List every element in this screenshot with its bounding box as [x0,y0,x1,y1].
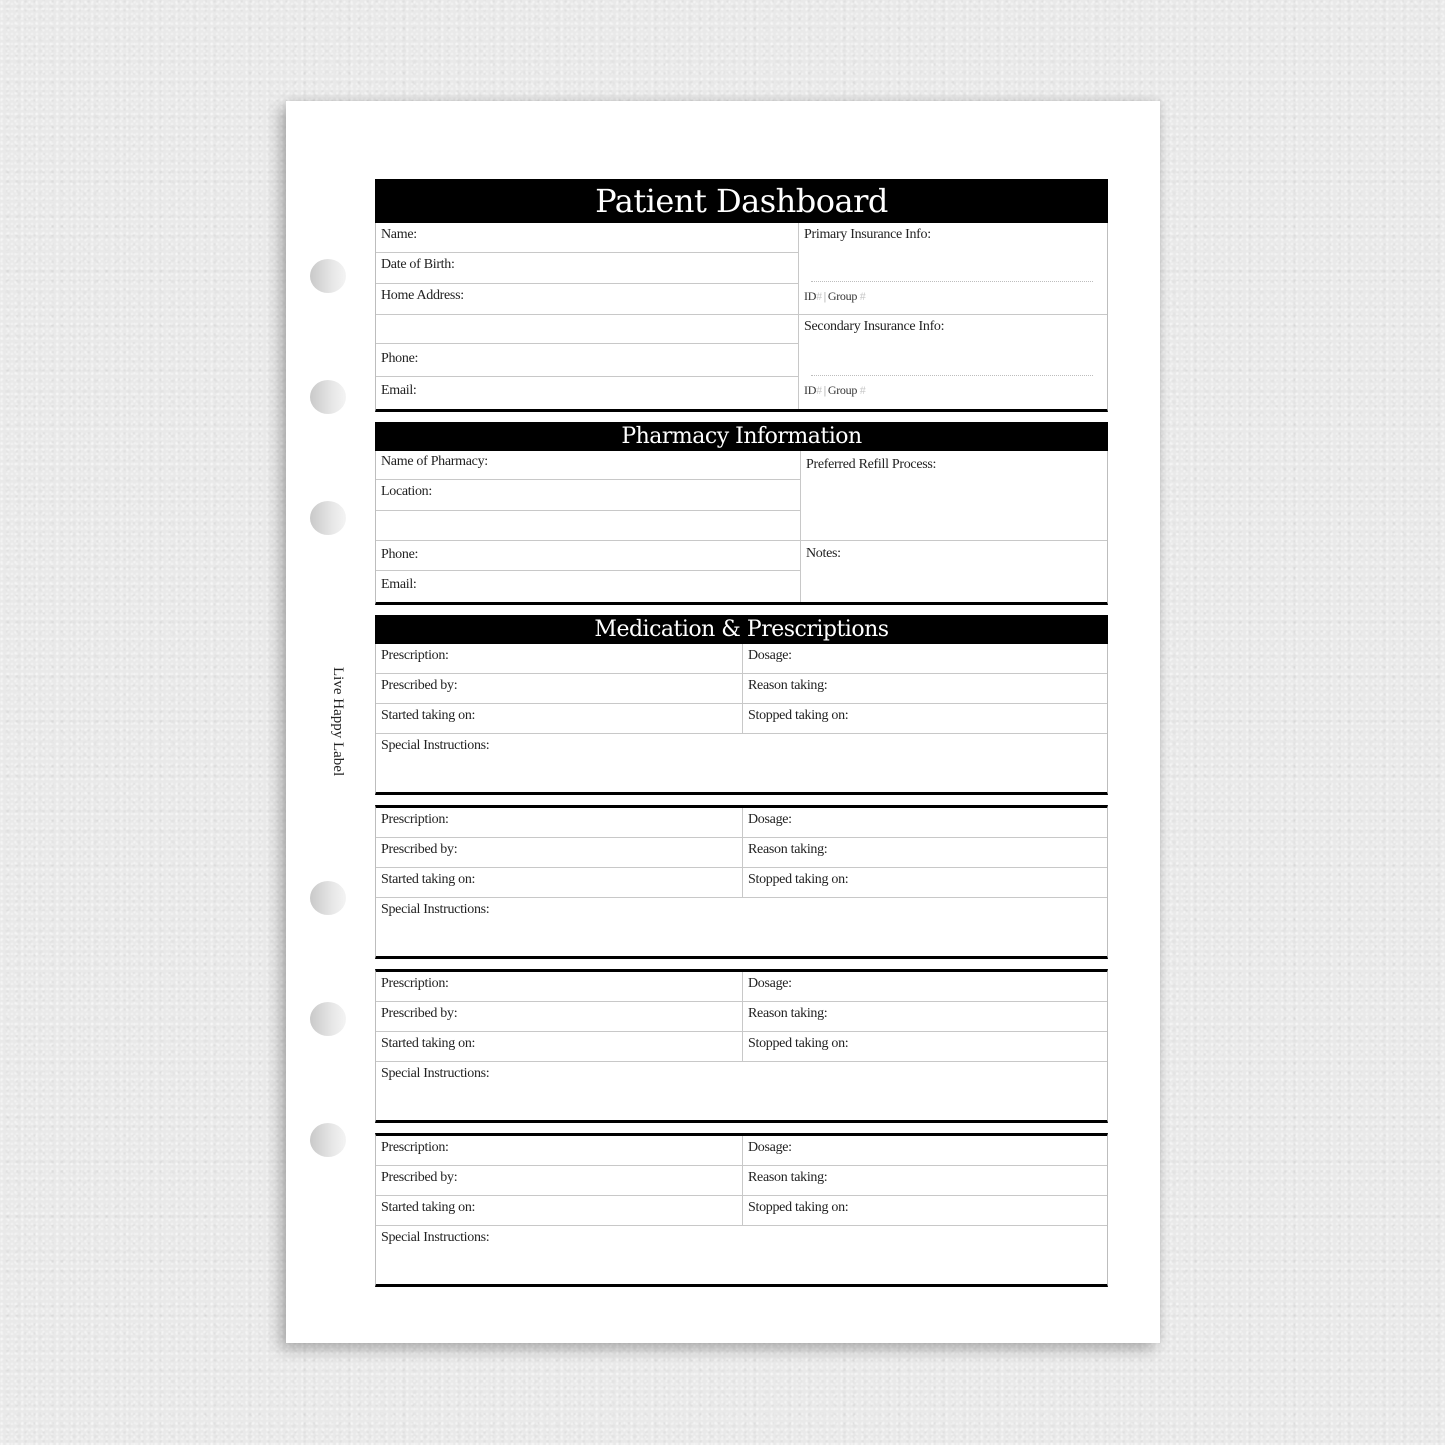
group-label: Group [827,382,858,397]
primary-insurance-label: Primary Insurance Info: [804,227,931,242]
phone-field[interactable]: Phone: [376,344,798,377]
insurance-column [798,223,1107,409]
stopped-taking-field[interactable]: Stopped taking on: [748,708,849,723]
reason-taking-field[interactable]: Reason taking: [748,1170,828,1185]
dosage-field[interactable]: Dosage: [748,648,792,663]
medication-block [375,805,1108,959]
pharmacy-section [375,451,1108,605]
reason-taking-field[interactable]: Reason taking: [748,842,828,857]
primary-id-group-line [804,289,865,304]
prescription-field[interactable]: Prescription: [376,1136,743,1165]
prescription-field[interactable]: Prescription: [376,972,743,1001]
group-label: Group [827,289,858,303]
pharmacy-left-column [376,451,800,602]
id-label: ID [804,382,817,397]
special-instructions-field[interactable]: Special Instructions: [381,1066,490,1081]
dotted-line [811,375,1093,376]
secondary-insurance-field[interactable] [799,315,1107,409]
pharmacy-name-field[interactable]: Name of Pharmacy: [376,451,800,480]
separator: | [823,382,826,397]
hash-mark: # [816,382,822,397]
separator: | [823,289,826,303]
binder-hole [310,380,346,414]
hash-mark: # [859,289,866,303]
dob-field[interactable]: Date of Birth: [376,253,798,284]
stopped-taking-field[interactable]: Stopped taking on: [748,1200,849,1215]
binder-hole [310,259,346,293]
planner-page [286,101,1160,1343]
pharmacy-section-title: Pharmacy Information [375,422,1108,451]
prescription-field[interactable]: Prescription: [376,808,743,837]
special-instructions-field[interactable]: Special Instructions: [381,1230,490,1245]
secondary-id-group-line [804,383,865,398]
special-instructions-field[interactable]: Special Instructions: [381,738,490,753]
pharmacy-email-field[interactable]: Email: [381,577,417,592]
name-field[interactable]: Name: [376,223,798,253]
dosage-field[interactable]: Dosage: [748,1140,792,1155]
prescribed-by-field[interactable]: Prescribed by: [376,1002,743,1031]
primary-insurance-field[interactable] [799,223,1107,315]
page-title: Patient Dashboard [375,179,1108,223]
home-address-line2-field[interactable] [376,315,798,344]
prescribed-by-field[interactable]: Prescribed by: [376,838,743,867]
dotted-line [811,281,1093,282]
medication-block [375,1133,1108,1287]
medication-block [375,644,1108,795]
medication-block [375,969,1108,1123]
binder-hole [310,1002,346,1036]
started-taking-field[interactable]: Started taking on: [376,868,743,897]
pharmacy-location-field[interactable]: Location: [376,480,800,511]
special-instructions-field[interactable]: Special Instructions: [381,902,490,917]
brand-label: Live Happy Label [330,667,346,777]
reason-taking-field[interactable]: Reason taking: [748,678,828,693]
pharmacy-location-line2-field[interactable] [376,511,800,541]
patient-section [375,223,1108,412]
secondary-insurance-label: Secondary Insurance Info: [804,318,945,334]
hash-mark: # [859,382,866,397]
refill-process-field[interactable]: Preferred Refill Process: [801,451,1107,541]
stopped-taking-field[interactable]: Stopped taking on: [748,872,849,887]
started-taking-field[interactable]: Started taking on: [376,704,743,733]
pharmacy-phone-field[interactable]: Phone: [376,541,800,571]
prescribed-by-field[interactable]: Prescribed by: [376,1166,743,1195]
hash-mark: # [816,289,822,303]
binder-hole [310,1123,346,1157]
medication-section-title: Medication & Prescriptions [375,615,1108,644]
binder-hole [310,881,346,915]
dosage-field[interactable]: Dosage: [748,976,792,991]
binder-hole [310,501,346,535]
pharmacy-notes-field[interactable]: Notes: [806,546,841,561]
pharmacy-right-column [800,451,1107,602]
reason-taking-field[interactable]: Reason taking: [748,1006,828,1021]
prescription-field[interactable]: Prescription: [376,644,743,673]
home-address-field[interactable]: Home Address: [376,284,798,315]
email-field[interactable]: Email: [381,383,417,398]
dosage-field[interactable]: Dosage: [748,812,792,827]
stopped-taking-field[interactable]: Stopped taking on: [748,1036,849,1051]
form-content [375,179,1108,1287]
patient-left-column [376,223,798,409]
prescribed-by-field[interactable]: Prescribed by: [376,674,743,703]
id-label: ID [804,289,817,303]
started-taking-field[interactable]: Started taking on: [376,1032,743,1061]
started-taking-field[interactable]: Started taking on: [376,1196,743,1225]
